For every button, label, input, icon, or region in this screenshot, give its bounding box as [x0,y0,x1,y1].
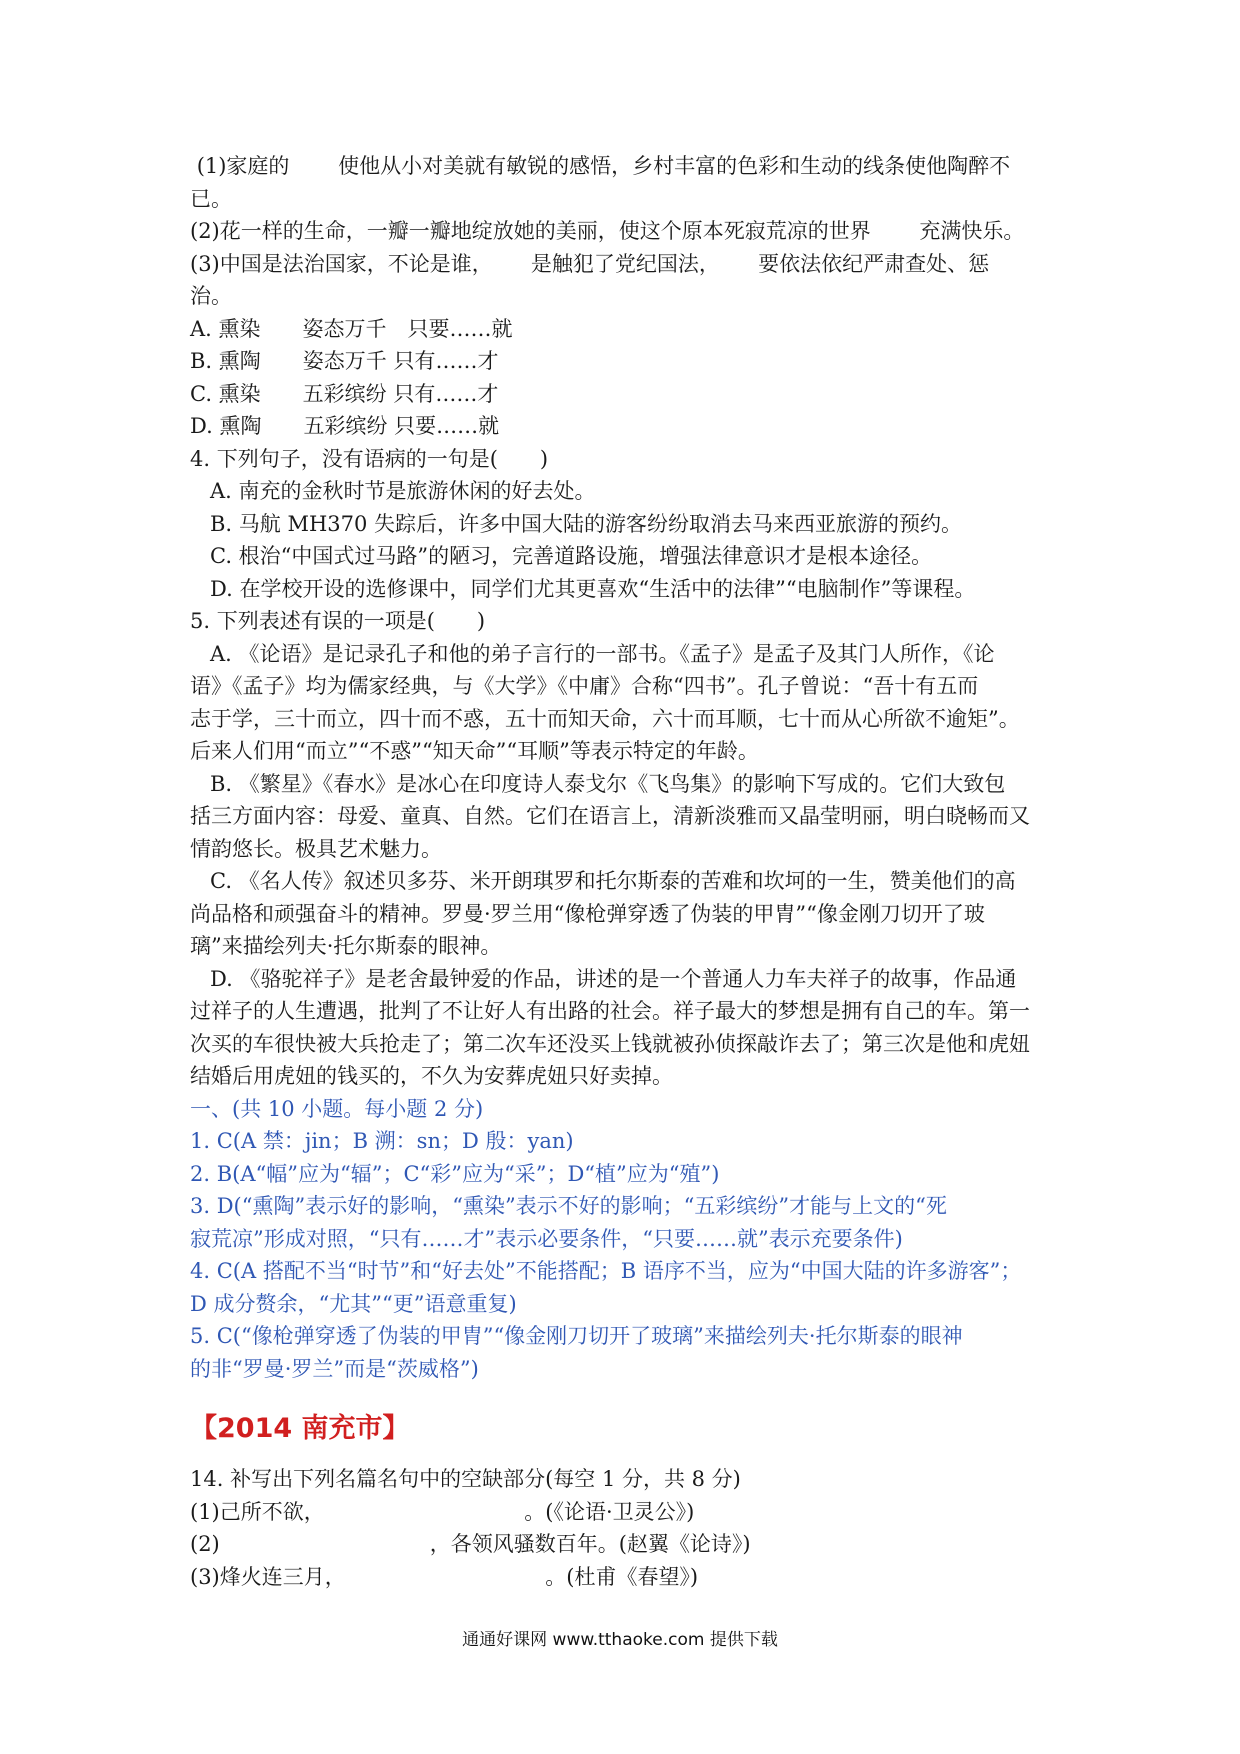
answer-line: 的非“罗曼·罗兰”而是“茨威格”) [190,1356,479,1381]
q5-option-c-line: C. 《名人传》叙述贝多芬、米开朗琪罗和托尔斯泰的苦难和坎坷的一生，赞美他们的高 [210,869,1016,893]
q4-option-c: C. 根治“中国式过马路”的陋习，完善道路设施，增强法律意识才是根本途径。 [210,544,933,568]
q4-option-a: A. 南充的金秋时节是旅游休闲的好去处。 [210,479,596,503]
q3-option-d: D. 熏陶 五彩缤纷 只要……就 [190,414,500,438]
q3-option-a: A. 熏染 姿态万千 只要……就 [190,316,513,341]
q5-option-c-line: 尚品格和顽强奋斗的精神。罗曼·罗兰用“像枪弹穿透了伪装的甲胄”“像金刚刀切开了玻 [190,901,985,926]
q14-item-3: (3)烽火连三月， 。(杜甫《春望》) [190,1564,699,1589]
answer-key [190,1093,1060,1386]
q4-option-d: D. 在学校开设的选修课中，同学们尤其更喜欢“生活中的法律”“电脑制作”等课程。 [210,576,976,601]
q5-option-d-line: 结婚后用虎妞的钱买的，不久为安葬虎妞只好卖掉。 [190,1064,673,1088]
page-footer: 通通好课网 www.tthaoke.com 提供下载 [462,1630,778,1650]
q5-option-b-line: 情韵悠长。极具艺术魅力。 [190,836,442,861]
q3-sentence-3-line-2: 治。 [190,284,232,308]
q5-stem: 5. 下列表述有误的一项是( ) [190,609,486,633]
q5-option-d-line: 过祥子的人生遭遇，批判了不让好人有出路的社会。祥子最大的梦想是拥有自己的车。第一 [190,999,1030,1023]
q5-option-d-line: 次买的车很快被大兵抢走了；第二次车还没买上钱就被孙侦探敲诈去了；第三次是他和虎妞 [190,1031,1030,1056]
answer-line: 5. C(“像枪弹穿透了伪装的甲胄”“像金刚刀切开了玻璃”来描绘列夫·托尔斯泰的眼神 [190,1324,963,1348]
q5-option-b-line: 括三方面内容：母爱、童真、自然。它们在语言上，清新淡雅而又晶莹明丽，明白晓畅而又 [190,804,1030,828]
q5-option-a-line: 志于学，三十而立，四十而不惑，五十而知天命，六十而耳顺，七十而从心所欲不逾矩”。 [190,706,1020,731]
q5-option-d-line: D. 《骆驼祥子》是老舍最钟爱的作品，讲述的是一个普通人力车夫祥子的故事，作品通 [210,966,1017,991]
answer-line: D 成分赘余，“尤其”“更”语意重复) [190,1291,517,1316]
answer-line: 3. D(“熏陶”表示好的影响，“熏染”表示不好的影响；“五彩缤纷”才能与上文的“死 [190,1194,947,1218]
q14-item-2: (2) ，各领风骚数百年。(赵翼《论诗》) [190,1532,751,1556]
q14-item-1: (1)己所不欲， 。(《论语·卫灵公》) [190,1499,695,1524]
q5-option-b-line: B. 《繁星》《春水》是冰心在印度诗人泰戈尔《飞鸟集》的影响下写成的。它们大致包 [210,771,1006,796]
q3-option-c: C. 熏染 五彩缤纷 只有……才 [190,381,499,406]
section-heading: 【2014 南充市】 [190,1413,410,1444]
q3-sentence-3-line-1: (3)中国是法治国家，不论是谁， 是触犯了党纪国法， 要依法依纪严肃查处、惩 [190,251,990,276]
q5-option-a-line: 后来人们用“而立”“不惑”“知天命”“耳顺”等表示特定的年龄。 [190,739,759,763]
q14-stem: 14. 补写出下列名篇名句中的空缺部分(每空 1 分，共 8 分) [190,1467,741,1491]
q3-sentence-1-line-2: 已。 [190,186,232,211]
q5-option-c-line: 璃”来描绘列夫·托尔斯泰的眼神。 [190,934,502,958]
q4-stem: 4. 下列句子，没有语病的一句是( ) [190,446,549,471]
q5-option-a-line: 语》《孟子》均为儒家经典，与《大学》《中庸》合称“四书”。孔子曾说：“吾十有五而 [190,674,979,698]
q5-option-a-line: A. 《论语》是记录孔子和他的弟子言行的一部书。《孟子》是孟子及其门人所作，《论 [210,641,995,666]
document-body [190,150,1060,1593]
q3-sentence-2: (2)花一样的生命，一瓣一瓣地绽放她的美丽，使这个原本死寂荒凉的世界 充满快乐。 [190,219,1025,243]
answer-line: 1. C(A 禁：jin；B 溯：sn；D 殷：yan) [190,1129,574,1153]
answer-line: 寂荒凉”形成对照，“只有……才”表示必要条件，“只要……就”表示充要条件) [190,1226,903,1251]
q3-sentence-1-line-1: (1)家庭的 使他从小对美就有敏锐的感悟，乡村丰富的色彩和生动的线条使他陶醉不 [190,154,1011,178]
answer-line: 4. C(A 搭配不当“时节”和“好去处”不能搭配；B 语序不当，应为“中国大陆的许多游客”； [190,1259,1022,1283]
answer-key-heading: 一、(共 10 小题。每小题 2 分) [190,1096,484,1121]
q4-option-b: B. 马航 MH370 失踪后，许多中国大陆的游客纷纷取消去马来西亚旅游的预约。 [210,511,963,536]
q3-option-b: B. 熏陶 姿态万千 只有……才 [190,349,499,373]
answer-line: 2. B(A“幅”应为“辐”；C“彩”应为“采”；D“植”应为“殖”) [190,1161,720,1186]
